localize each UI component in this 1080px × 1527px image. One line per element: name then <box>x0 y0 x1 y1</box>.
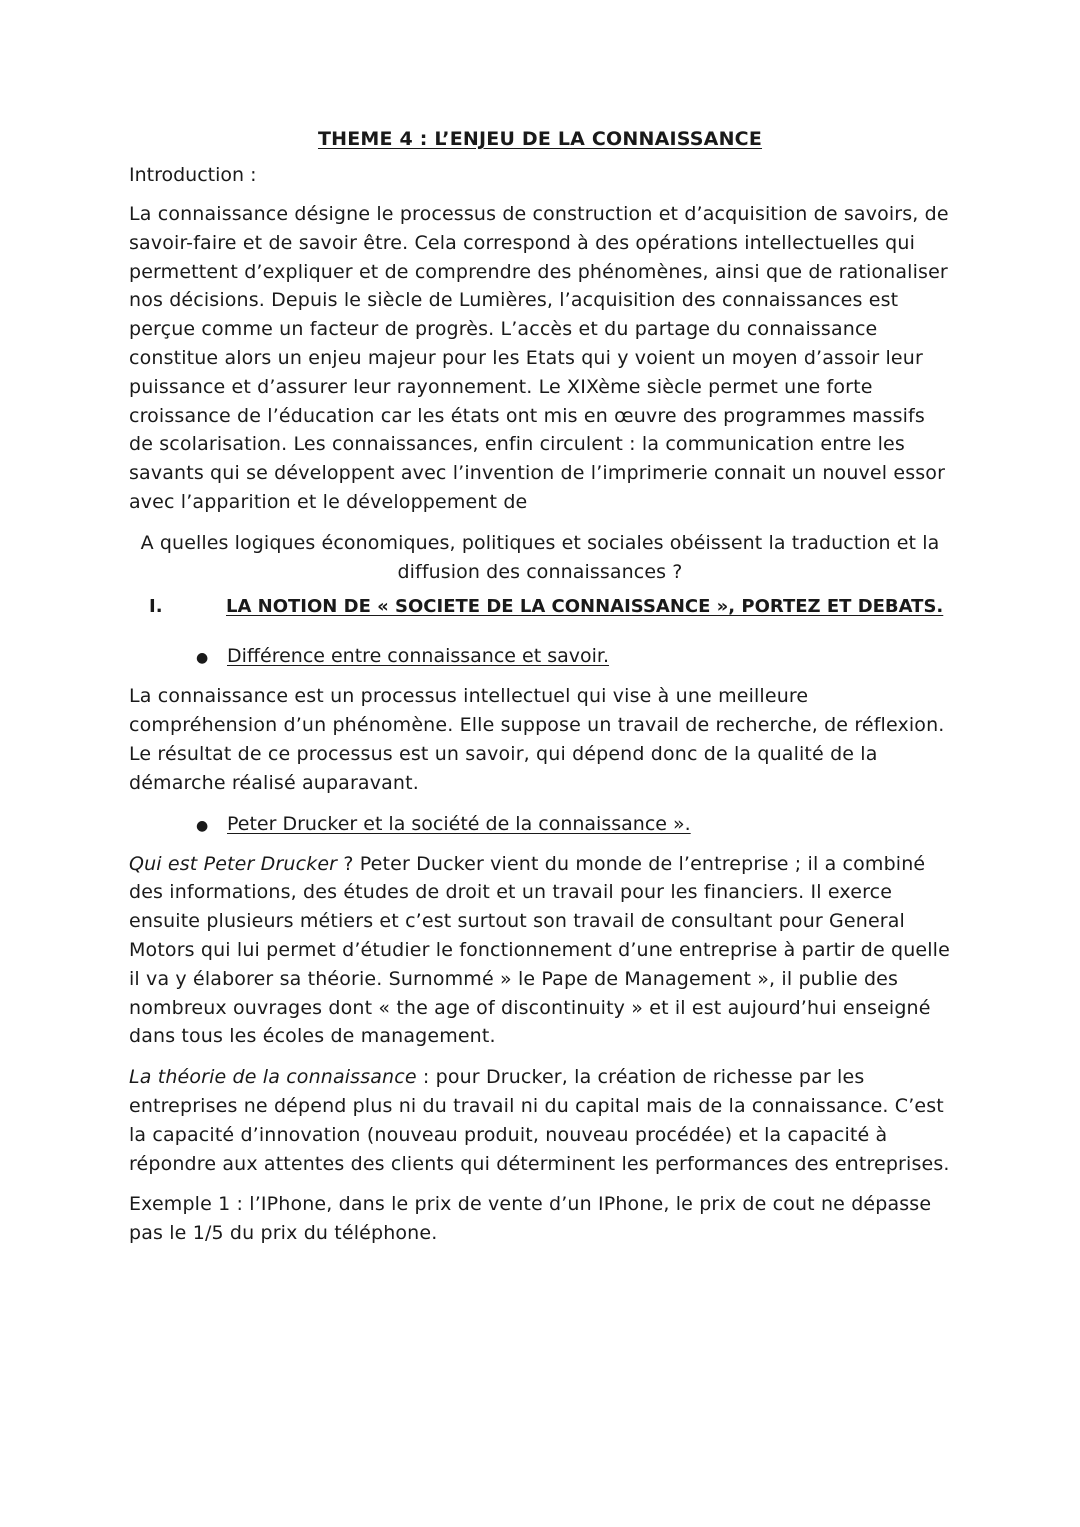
bullet-item-drucker <box>129 810 951 840</box>
paragraph-connaissance-savoir: La connaissance est un processus intellectuel qui vise à une meilleure compréhension d’un phénomène. Elle suppose un travail de recherche, de réflexion. Le résultat de ce processus est un savoir, qui dépend donc de la qualité de la démarche réalisé auparavant. <box>129 685 945 794</box>
bullet-icon: ● <box>196 650 209 667</box>
bullet-text: Différence entre connaissance et savoir. <box>227 645 610 668</box>
italic-lead: Qui est Peter Drucker <box>129 852 338 875</box>
paragraph-exemple-1: Exemple 1 : l’IPhone, dans le prix de vente d’un IPhone, le prix de cout ne dépasse pas le 1/5 du prix du téléphone. <box>129 1193 932 1245</box>
section-title: LA NOTION DE « SOCIETE DE LA CONNAISSANCE », PORTEZ ET DEBATS. <box>226 596 944 618</box>
bullet-item-difference <box>129 642 951 672</box>
bullet-icon: ● <box>196 817 209 834</box>
introduction-label: Introduction : <box>129 164 257 186</box>
section-number: I. <box>149 596 163 618</box>
bullet-text: Peter Drucker et la société de la connaissance ». <box>227 812 691 835</box>
problem-question: A quelles logiques économiques, politiques et sociales obéissent la traduction et la diffusion des connaissances ? <box>140 531 940 583</box>
intro-paragraph: La connaissance désigne le processus de construction et d’acquisition de savoirs, de savoir-faire et de savoir être. Cela correspond à des opérations intellectuelles qui permettent d’expliquer et de comprendre des phénomènes, ainsi que de rationaliser nos décisions. Depuis le siècle de Lumières, l’acquisition des connaissances est perçue comme un facteur de progrès. L’accès et du partage du connaissance constitue alors un enjeu majeur pour les Etats qui y voient un moyen d’assoir leur puissance et d’assurer leur rayonnement. Le XIXème siècle permet une forte croissance de l’éducation car les états ont mis en œuvre des programmes massifs de scolarisation. Les connaissances, enfin circulent : la communication entre les savants qui se développent avec l’invention de l’imprimerie connait un nouvel essor avec l’apparition et le développement de <box>129 203 949 513</box>
paragraph-rest: : pour Drucker, la création de richesse par les entreprises ne dépend plus ni du travail ni du capital mais de la connaissance. C’est la capacité d’innovation (nouveau produit, nouveau procédée) et la capacité à répondre aux attentes des clients qui déterminent les performances des entreprises. <box>129 1066 950 1175</box>
document-page <box>129 128 951 1260</box>
paragraph-qui-est-drucker <box>129 850 951 1052</box>
paragraph-rest: ? Peter Ducker vient du monde de l’entreprise ; il a combiné des informations, des études de droit et un travail pour les financiers. Il exerce ensuite plusieurs métiers et c’est surtout son travail de consultant pour General Motors qui lui permet d’étudier le fonctionnement d’une entreprise à partir de quelle il va y élaborer sa théorie. Surnommé » le Pape de Management », il publie des nombreux ouvrages dont « the age of discontinuity » et il est aujourd’hui enseigné dans tous les écoles de management. <box>129 852 950 1048</box>
section-heading-1 <box>129 594 951 620</box>
italic-lead: La théorie de la connaissance <box>129 1066 417 1089</box>
page-title: THEME 4 : L’ENJEU DE LA CONNAISSANCE <box>317 128 763 150</box>
paragraph-theorie <box>129 1063 951 1178</box>
